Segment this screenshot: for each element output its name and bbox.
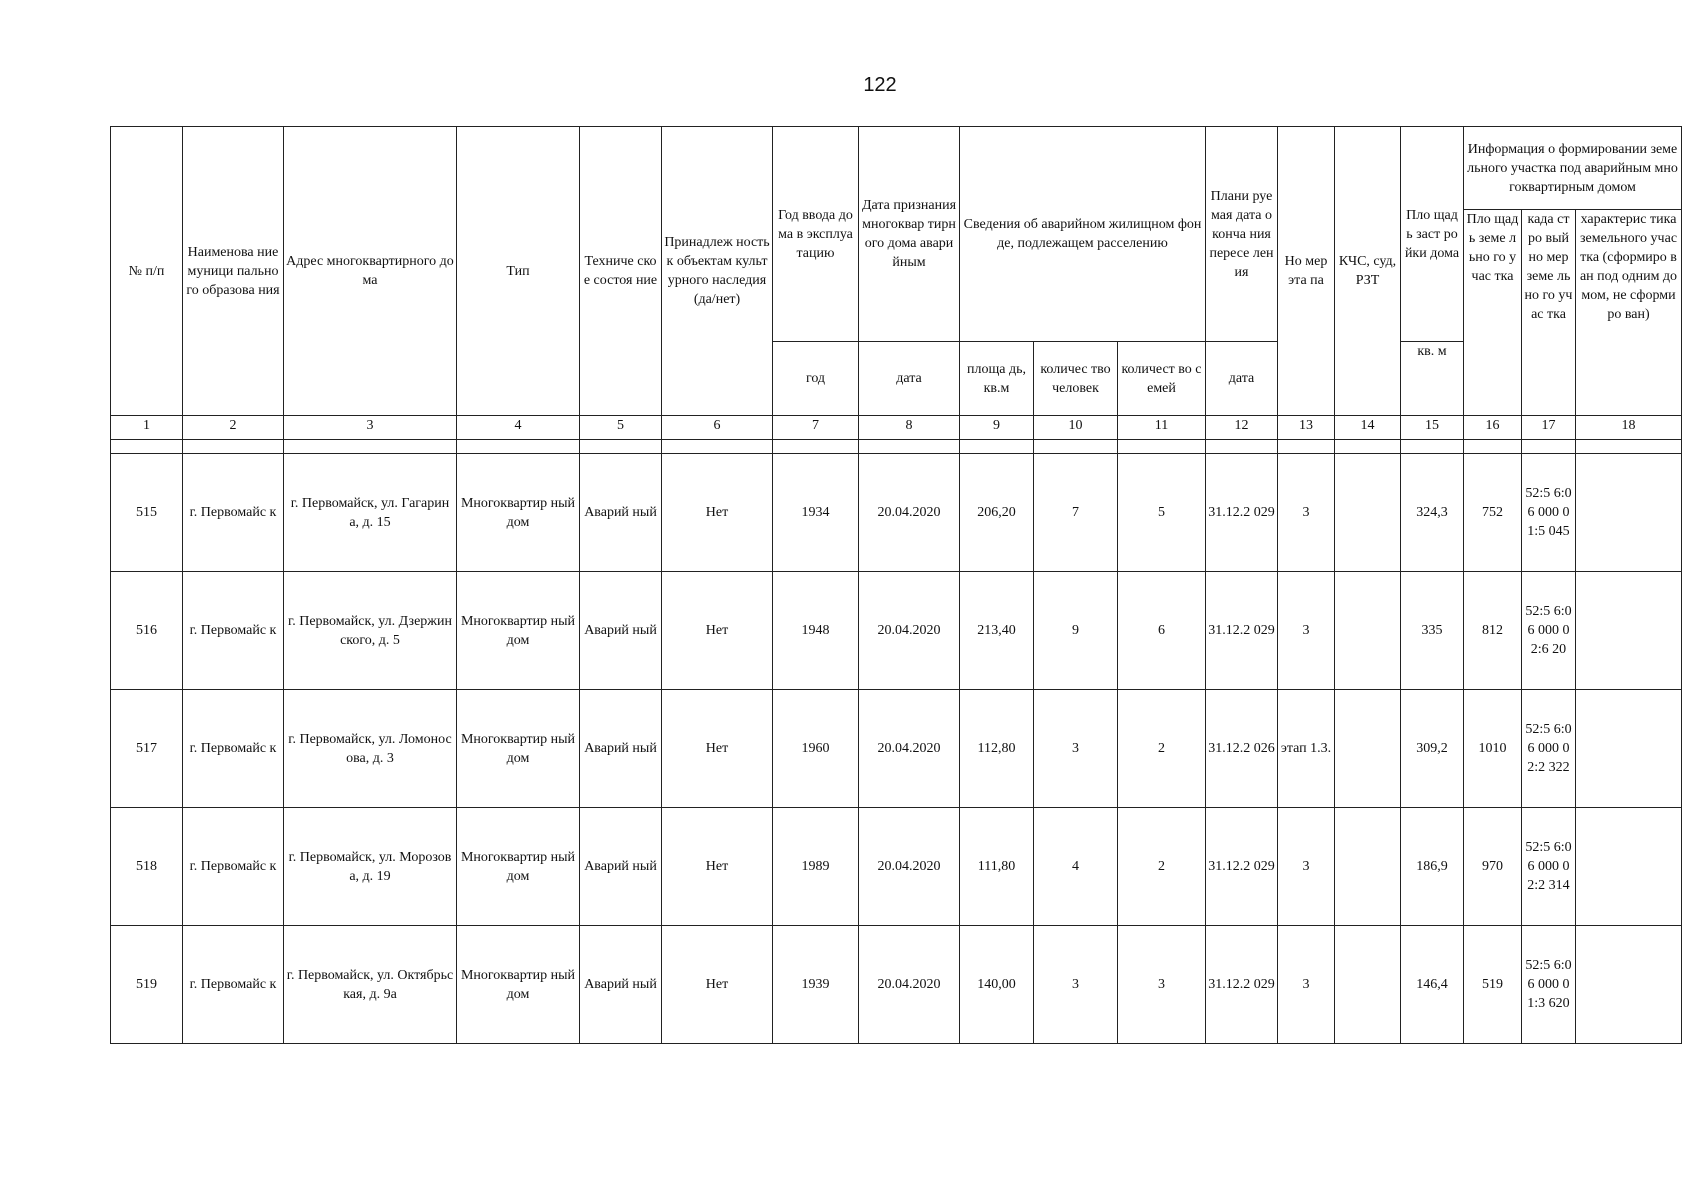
cell-planned-date: 31.12.2 026 — [1206, 690, 1278, 808]
subheader-build-area: кв. м — [1401, 342, 1464, 416]
header-type: Тип — [457, 127, 580, 416]
cell-address: г. Первомайск, ул. Ломоносова, д. 3 — [284, 690, 457, 808]
spacer-cell — [960, 440, 1034, 454]
cell-tech-state: Аварий ный — [580, 926, 662, 1044]
cell-people-count: 7 — [1034, 454, 1118, 572]
cell-cadastral-number: 52:5 6:06 000 01:5 045 — [1522, 454, 1576, 572]
cell-municipality: г. Первомайс к — [183, 808, 284, 926]
cell-area: 140,00 — [960, 926, 1034, 1044]
cell-municipality: г. Первомайс к — [183, 926, 284, 1044]
cell-kchs — [1335, 572, 1401, 690]
spacer-cell — [1206, 440, 1278, 454]
cell-area: 112,80 — [960, 690, 1034, 808]
cell-planned-date: 31.12.2 029 — [1206, 808, 1278, 926]
spacer-cell — [183, 440, 284, 454]
spacer-cell — [111, 440, 183, 454]
cell-address: г. Первомайск, ул. Дзержинского, д. 5 — [284, 572, 457, 690]
cell-tech-state: Аварий ный — [580, 808, 662, 926]
cell-area: 206,20 — [960, 454, 1034, 572]
cell-build-area: 324,3 — [1401, 454, 1464, 572]
cell-heritage: Нет — [662, 808, 773, 926]
cell-land-area: 519 — [1464, 926, 1522, 1044]
header-cadastral: када стро вый но мер земе льно го учас тка — [1522, 210, 1576, 416]
header-build-area: Пло щадь заст ройки дома — [1401, 127, 1464, 342]
cell-address: г. Первомайск, ул. Гагарина, д. 15 — [284, 454, 457, 572]
spacer-cell — [1464, 440, 1522, 454]
cell-municipality: г. Первомайс к — [183, 454, 284, 572]
cell-house-type: Многоквартир ный дом — [457, 454, 580, 572]
subheader-people: количес тво человек — [1034, 342, 1118, 416]
column-number: 15 — [1401, 416, 1464, 440]
subheader-date: дата — [859, 342, 960, 416]
cell-house-type: Многоквартир ный дом — [457, 808, 580, 926]
cell-land-characteristic — [1576, 926, 1682, 1044]
cell-address: г. Первомайск, ул. Морозова, д. 19 — [284, 808, 457, 926]
header-tech-state: Техниче ское состоя ние — [580, 127, 662, 416]
cell-recognition-date: 20.04.2020 — [859, 690, 960, 808]
column-number: 16 — [1464, 416, 1522, 440]
cell-heritage: Нет — [662, 926, 773, 1044]
cell-recognition-date: 20.04.2020 — [859, 808, 960, 926]
cell-municipality: г. Первомайс к — [183, 690, 284, 808]
spacer-cell — [284, 440, 457, 454]
cell-land-area: 812 — [1464, 572, 1522, 690]
table-row — [111, 572, 1682, 690]
table-row — [111, 454, 1682, 572]
cell-kchs — [1335, 454, 1401, 572]
cell-build-area: 146,4 — [1401, 926, 1464, 1044]
cell-stage-number: этап 1.3. — [1278, 690, 1335, 808]
cell-kchs — [1335, 808, 1401, 926]
cell-row-number: 517 — [111, 690, 183, 808]
cell-land-characteristic — [1576, 690, 1682, 808]
cell-land-characteristic — [1576, 454, 1682, 572]
header-heritage: Принадлеж ность к объектам культурного наследия (да/нет) — [662, 127, 773, 416]
column-number: 13 — [1278, 416, 1335, 440]
table-row — [111, 690, 1682, 808]
cell-family-count: 3 — [1118, 926, 1206, 1044]
cell-people-count: 9 — [1034, 572, 1118, 690]
cell-land-characteristic — [1576, 808, 1682, 926]
emergency-housing-table — [110, 126, 1682, 1044]
cell-stage-number: 3 — [1278, 572, 1335, 690]
spacer-cell — [1522, 440, 1576, 454]
cell-area: 111,80 — [960, 808, 1034, 926]
cell-heritage: Нет — [662, 690, 773, 808]
column-number: 1 — [111, 416, 183, 440]
cell-kchs — [1335, 926, 1401, 1044]
cell-address: г. Первомайск, ул. Октябрьская, д. 9а — [284, 926, 457, 1044]
cell-cadastral-number: 52:5 6:06 000 02:2 314 — [1522, 808, 1576, 926]
cell-house-type: Многоквартир ный дом — [457, 572, 580, 690]
cell-tech-state: Аварий ный — [580, 690, 662, 808]
column-number-row — [111, 416, 1682, 440]
cell-stage-number: 3 — [1278, 454, 1335, 572]
spacer-cell — [1034, 440, 1118, 454]
cell-heritage: Нет — [662, 572, 773, 690]
column-number: 17 — [1522, 416, 1576, 440]
header-planned-date: Плани руемая дата оконча ния пересе ления — [1206, 127, 1278, 342]
spacer-cell — [1335, 440, 1401, 454]
spacer-row — [111, 440, 1682, 454]
header-date-recognition: Дата признания многоквар тирного дома аварийным — [859, 127, 960, 342]
subheader-area: площа дь, кв.м — [960, 342, 1034, 416]
cell-build-area: 335 — [1401, 572, 1464, 690]
cell-family-count: 5 — [1118, 454, 1206, 572]
spacer-cell — [859, 440, 960, 454]
cell-tech-state: Аварий ный — [580, 454, 662, 572]
cell-land-area: 1010 — [1464, 690, 1522, 808]
header-address: Адрес многоквартирного дома — [284, 127, 457, 416]
cell-people-count: 3 — [1034, 690, 1118, 808]
header-land-char: характерис тика земельного участка (сформиро ван под одним домом, не сформиро ван) — [1576, 210, 1682, 416]
cell-planned-date: 31.12.2 029 — [1206, 572, 1278, 690]
table-body — [111, 454, 1682, 1044]
cell-land-characteristic — [1576, 572, 1682, 690]
cell-year: 1960 — [773, 690, 859, 808]
cell-recognition-date: 20.04.2020 — [859, 926, 960, 1044]
cell-people-count: 4 — [1034, 808, 1118, 926]
cell-people-count: 3 — [1034, 926, 1118, 1044]
cell-row-number: 519 — [111, 926, 183, 1044]
cell-kchs — [1335, 690, 1401, 808]
header-year: Год ввода дома в эксплуа тацию — [773, 127, 859, 342]
table-row — [111, 926, 1682, 1044]
cell-land-area: 752 — [1464, 454, 1522, 572]
spacer-cell — [1401, 440, 1464, 454]
cell-year: 1934 — [773, 454, 859, 572]
header-land-area: Пло щадь земе льно го учас тка — [1464, 210, 1522, 416]
cell-build-area: 309,2 — [1401, 690, 1464, 808]
cell-planned-date: 31.12.2 029 — [1206, 926, 1278, 1044]
subheader-plan-date: дата — [1206, 342, 1278, 416]
cell-year: 1948 — [773, 572, 859, 690]
header-stage: Но мер эта па — [1278, 127, 1335, 416]
cell-row-number: 515 — [111, 454, 183, 572]
column-number: 5 — [580, 416, 662, 440]
column-number: 12 — [1206, 416, 1278, 440]
cell-family-count: 2 — [1118, 690, 1206, 808]
cell-area: 213,40 — [960, 572, 1034, 690]
column-number: 14 — [1335, 416, 1401, 440]
page-number: 122 — [863, 74, 897, 96]
header-kchs: КЧС, суд, РЗТ — [1335, 127, 1401, 416]
cell-municipality: г. Первомайс к — [183, 572, 284, 690]
spacer-cell — [457, 440, 580, 454]
cell-stage-number: 3 — [1278, 926, 1335, 1044]
column-number: 2 — [183, 416, 284, 440]
table-row — [111, 808, 1682, 926]
spacer-cell — [580, 440, 662, 454]
cell-cadastral-number: 52:5 6:06 000 01:3 620 — [1522, 926, 1576, 1044]
column-number: 11 — [1118, 416, 1206, 440]
spacer-cell — [1278, 440, 1335, 454]
spacer-cell — [1576, 440, 1682, 454]
cell-family-count: 6 — [1118, 572, 1206, 690]
subheader-families: количест во семей — [1118, 342, 1206, 416]
cell-house-type: Многоквартир ный дом — [457, 690, 580, 808]
column-number: 10 — [1034, 416, 1118, 440]
header-municipality: Наименова ние муници пального образова ния — [183, 127, 284, 416]
spacer-cell — [773, 440, 859, 454]
header-land-info: Информация о формировании земельного участка под аварийным многоквартирным домом — [1464, 127, 1682, 210]
cell-stage-number: 3 — [1278, 808, 1335, 926]
cell-recognition-date: 20.04.2020 — [859, 454, 960, 572]
header-number: № п/п — [111, 127, 183, 416]
cell-year: 1989 — [773, 808, 859, 926]
subheader-year: год — [773, 342, 859, 416]
cell-build-area: 186,9 — [1401, 808, 1464, 926]
cell-row-number: 518 — [111, 808, 183, 926]
column-number: 4 — [457, 416, 580, 440]
column-number: 9 — [960, 416, 1034, 440]
column-number: 18 — [1576, 416, 1682, 440]
cell-recognition-date: 20.04.2020 — [859, 572, 960, 690]
column-number: 6 — [662, 416, 773, 440]
cell-house-type: Многоквартир ный дом — [457, 926, 580, 1044]
cell-cadastral-number: 52:5 6:06 000 02:6 20 — [1522, 572, 1576, 690]
header-housing-info: Сведения об аварийном жилищном фонде, подлежащем расселению — [960, 127, 1206, 342]
cell-cadastral-number: 52:5 6:06 000 02:2 322 — [1522, 690, 1576, 808]
cell-planned-date: 31.12.2 029 — [1206, 454, 1278, 572]
spacer-cell — [1118, 440, 1206, 454]
column-number: 8 — [859, 416, 960, 440]
cell-year: 1939 — [773, 926, 859, 1044]
cell-tech-state: Аварий ный — [580, 572, 662, 690]
cell-family-count: 2 — [1118, 808, 1206, 926]
cell-land-area: 970 — [1464, 808, 1522, 926]
cell-heritage: Нет — [662, 454, 773, 572]
cell-row-number: 516 — [111, 572, 183, 690]
spacer-cell — [662, 440, 773, 454]
column-number: 7 — [773, 416, 859, 440]
column-number: 3 — [284, 416, 457, 440]
